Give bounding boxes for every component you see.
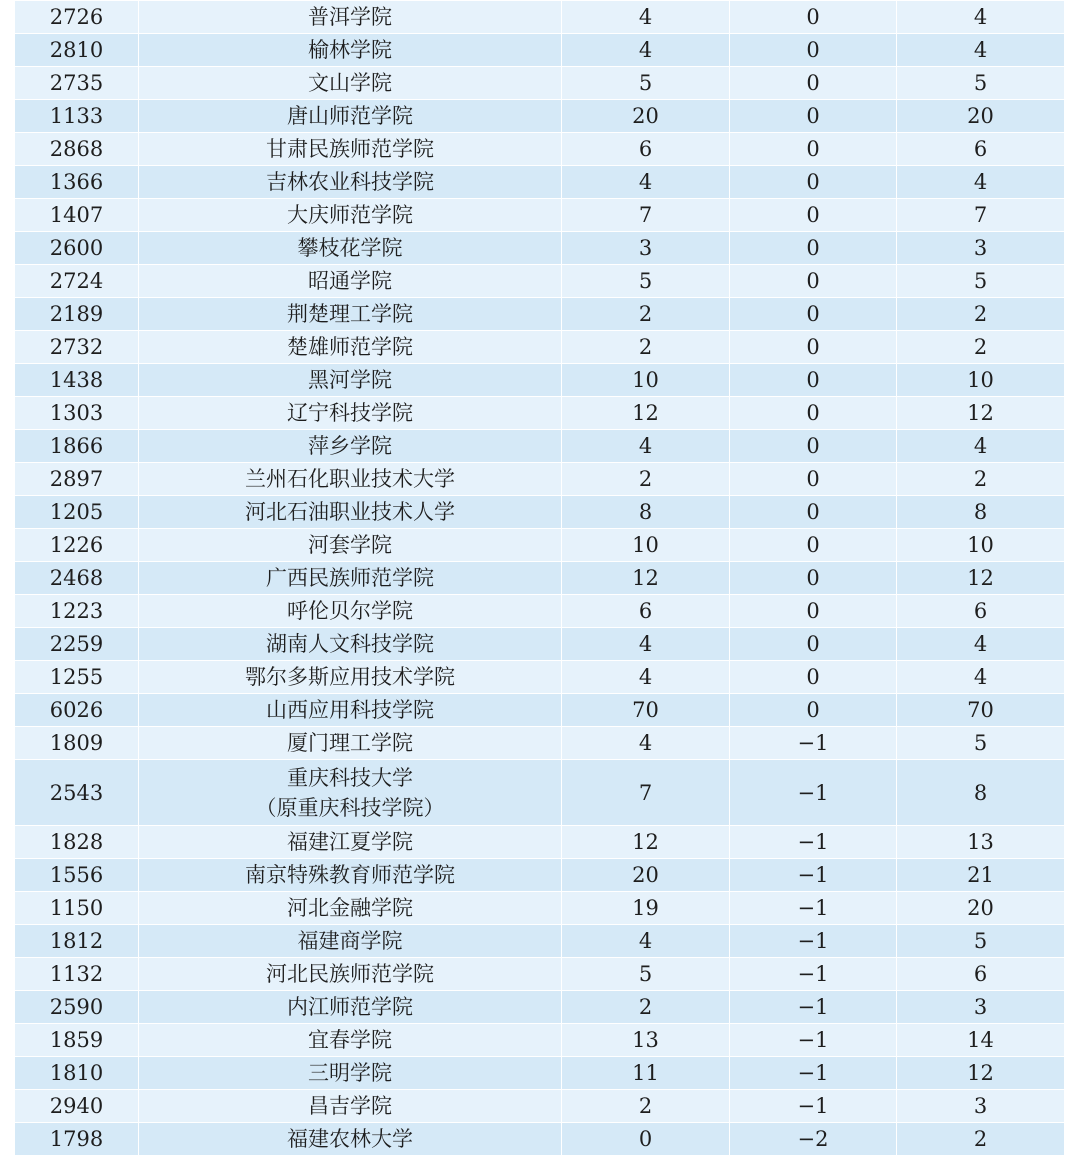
table-row [15,166,1065,199]
value-cell-col5: 8 [897,760,1065,826]
difference-cell: −1 [730,892,897,925]
table-row [15,727,1065,760]
value-cell-col5: 4 [897,34,1065,67]
table-row [15,331,1065,364]
school-name-cell: 普洱学院 [139,1,562,34]
school-code-cell: 2897 [15,463,139,496]
value-cell-col3: 7 [562,760,730,826]
value-cell-col3: 2 [562,331,730,364]
difference-cell: 0 [730,694,897,727]
school-name-cell: 萍乡学院 [139,430,562,463]
table-row [15,1024,1065,1057]
value-cell-col5: 21 [897,859,1065,892]
school-code-cell: 2735 [15,67,139,100]
value-cell-col5: 4 [897,661,1065,694]
school-name-cell: 南京特殊教育师范学院 [139,859,562,892]
value-cell-col3: 20 [562,859,730,892]
value-cell-col5: 7 [897,199,1065,232]
table-body [15,1,1065,1156]
school-name-cell: 厦门理工学院 [139,727,562,760]
school-code-cell: 1223 [15,595,139,628]
value-cell-col5: 5 [897,67,1065,100]
value-cell-col3: 4 [562,628,730,661]
table-row [15,133,1065,166]
value-cell-col5: 8 [897,496,1065,529]
school-name-cell: 鄂尔多斯应用技术学院 [139,661,562,694]
school-code-cell: 1255 [15,661,139,694]
value-cell-col3: 3 [562,232,730,265]
value-cell-col3: 13 [562,1024,730,1057]
school-name-cell: 楚雄师范学院 [139,331,562,364]
school-code-cell: 1438 [15,364,139,397]
difference-cell: 0 [730,364,897,397]
value-cell-col3: 2 [562,463,730,496]
value-cell-col5: 6 [897,958,1065,991]
value-cell-col5: 5 [897,265,1065,298]
value-cell-col3: 19 [562,892,730,925]
school-code-cell: 2810 [15,34,139,67]
difference-cell: 0 [730,661,897,694]
school-name-cell: 吉林农业科技学院 [139,166,562,199]
difference-cell: −1 [730,1057,897,1090]
school-code-cell: 2732 [15,331,139,364]
value-cell-col3: 4 [562,661,730,694]
difference-cell: 0 [730,628,897,661]
school-code-cell: 2189 [15,298,139,331]
value-cell-col5: 20 [897,100,1065,133]
value-cell-col3: 4 [562,925,730,958]
difference-cell: −1 [730,925,897,958]
difference-cell: −1 [730,1024,897,1057]
enrollment-table [14,0,1065,1156]
table-row [15,760,1065,826]
difference-cell: −1 [730,1090,897,1123]
difference-cell: −1 [730,727,897,760]
value-cell-col3: 4 [562,727,730,760]
school-code-cell: 1810 [15,1057,139,1090]
difference-cell: 0 [730,133,897,166]
table-row [15,628,1065,661]
value-cell-col5: 10 [897,529,1065,562]
difference-cell: 0 [730,529,897,562]
school-name-cell: 昭通学院 [139,265,562,298]
difference-cell: 0 [730,397,897,430]
value-cell-col5: 4 [897,430,1065,463]
difference-cell: 0 [730,331,897,364]
value-cell-col5: 3 [897,232,1065,265]
value-cell-col3: 6 [562,595,730,628]
table-row [15,925,1065,958]
value-cell-col3: 4 [562,166,730,199]
difference-cell: 0 [730,166,897,199]
school-name-cell: 兰州石化职业技术大学 [139,463,562,496]
value-cell-col3: 12 [562,826,730,859]
value-cell-col3: 20 [562,100,730,133]
table-row [15,892,1065,925]
school-code-cell: 1132 [15,958,139,991]
school-code-cell: 1150 [15,892,139,925]
school-name-cell: 荆楚理工学院 [139,298,562,331]
difference-cell: −1 [730,958,897,991]
value-cell-col3: 6 [562,133,730,166]
school-name-cell: 文山学院 [139,67,562,100]
difference-cell: 0 [730,430,897,463]
value-cell-col5: 3 [897,991,1065,1024]
value-cell-col3: 11 [562,1057,730,1090]
table-row [15,430,1065,463]
school-code-cell: 1866 [15,430,139,463]
value-cell-col3: 4 [562,430,730,463]
school-name-cell: 山西应用科技学院 [139,694,562,727]
school-name-cell: 辽宁科技学院 [139,397,562,430]
school-name-cell: 河北石油职业技术人学 [139,496,562,529]
difference-cell: 0 [730,1,897,34]
school-code-cell: 2868 [15,133,139,166]
school-code-cell: 1133 [15,100,139,133]
difference-cell: −1 [730,826,897,859]
table-row [15,991,1065,1024]
school-name-cell: 甘肃民族师范学院 [139,133,562,166]
value-cell-col5: 5 [897,727,1065,760]
table-row [15,397,1065,430]
value-cell-col3: 10 [562,364,730,397]
school-name-cell [139,760,562,826]
difference-cell: 0 [730,199,897,232]
school-code-cell: 2724 [15,265,139,298]
value-cell-col5: 4 [897,628,1065,661]
school-code-cell: 2468 [15,562,139,595]
value-cell-col3: 12 [562,562,730,595]
value-cell-col5: 4 [897,166,1065,199]
school-name-cell: 内江师范学院 [139,991,562,1024]
table-row [15,67,1065,100]
school-code-cell: 2590 [15,991,139,1024]
school-code-cell: 6026 [15,694,139,727]
value-cell-col5: 12 [897,397,1065,430]
school-name-cell: 黑河学院 [139,364,562,397]
table-row [15,1057,1065,1090]
value-cell-col5: 12 [897,1057,1065,1090]
value-cell-col3: 8 [562,496,730,529]
school-name-cell: 大庆师范学院 [139,199,562,232]
value-cell-col3: 4 [562,34,730,67]
table-row [15,1,1065,34]
value-cell-col5: 2 [897,298,1065,331]
value-cell-col3: 12 [562,397,730,430]
school-code-cell: 1812 [15,925,139,958]
difference-cell: 0 [730,496,897,529]
school-code-cell: 2543 [15,760,139,826]
value-cell-col3: 7 [562,199,730,232]
difference-cell: 0 [730,595,897,628]
difference-cell: 0 [730,562,897,595]
difference-cell: 0 [730,463,897,496]
value-cell-col3: 70 [562,694,730,727]
table-row [15,232,1065,265]
difference-cell: 0 [730,67,897,100]
value-cell-col5: 14 [897,1024,1065,1057]
difference-cell: 0 [730,298,897,331]
value-cell-col3: 4 [562,1,730,34]
value-cell-col5: 20 [897,892,1065,925]
value-cell-col3: 5 [562,958,730,991]
difference-cell: −1 [730,760,897,826]
school-code-cell: 1798 [15,1123,139,1156]
school-name-cell: 福建农林大学 [139,1123,562,1156]
school-name-cell: 呼伦贝尔学院 [139,595,562,628]
school-code-cell: 2259 [15,628,139,661]
value-cell-col5: 2 [897,463,1065,496]
school-code-cell: 2726 [15,1,139,34]
table-row [15,298,1065,331]
table-row [15,364,1065,397]
value-cell-col5: 6 [897,133,1065,166]
table-row [15,958,1065,991]
school-former-name-line: （原重庆科技学院） [255,795,445,820]
school-name-cell: 河北民族师范学院 [139,958,562,991]
school-code-cell: 1407 [15,199,139,232]
value-cell-col3: 2 [562,1090,730,1123]
table-row [15,595,1065,628]
value-cell-col3: 2 [562,298,730,331]
difference-cell: 0 [730,232,897,265]
school-code-cell: 1366 [15,166,139,199]
value-cell-col5: 2 [897,1123,1065,1156]
school-code-cell: 1226 [15,529,139,562]
value-cell-col3: 2 [562,991,730,1024]
table-row [15,496,1065,529]
difference-cell: 0 [730,100,897,133]
school-name-cell: 宜春学院 [139,1024,562,1057]
school-code-cell: 1205 [15,496,139,529]
school-code-cell: 1809 [15,727,139,760]
school-name-cell: 广西民族师范学院 [139,562,562,595]
school-code-cell: 1303 [15,397,139,430]
table-row [15,265,1065,298]
school-code-cell: 1859 [15,1024,139,1057]
school-name-cell: 福建江夏学院 [139,826,562,859]
table-row [15,661,1065,694]
school-name-cell: 湖南人文科技学院 [139,628,562,661]
value-cell-col3: 5 [562,265,730,298]
table-row [15,694,1065,727]
table-row [15,1090,1065,1123]
difference-cell: −2 [730,1123,897,1156]
value-cell-col5: 4 [897,1,1065,34]
difference-cell: 0 [730,34,897,67]
school-name-cell: 唐山师范学院 [139,100,562,133]
table-row [15,826,1065,859]
school-name-cell: 福建商学院 [139,925,562,958]
difference-cell: 0 [730,265,897,298]
school-code-cell: 2940 [15,1090,139,1123]
school-name-cell: 河北金融学院 [139,892,562,925]
value-cell-col5: 10 [897,364,1065,397]
table-row [15,529,1065,562]
value-cell-col5: 6 [897,595,1065,628]
school-name-cell: 三明学院 [139,1057,562,1090]
school-code-cell: 1556 [15,859,139,892]
school-name-cell: 河套学院 [139,529,562,562]
school-code-cell: 1828 [15,826,139,859]
value-cell-col5: 13 [897,826,1065,859]
table-row [15,562,1065,595]
school-name-cell: 榆林学院 [139,34,562,67]
value-cell-col3: 0 [562,1123,730,1156]
value-cell-col5: 70 [897,694,1065,727]
table-row [15,34,1065,67]
difference-cell: −1 [730,991,897,1024]
value-cell-col5: 2 [897,331,1065,364]
value-cell-col3: 10 [562,529,730,562]
value-cell-col5: 3 [897,1090,1065,1123]
value-cell-col5: 12 [897,562,1065,595]
table-row [15,199,1065,232]
table-row [15,463,1065,496]
difference-cell: −1 [730,859,897,892]
school-name-line: 重庆科技大学 [287,765,413,790]
school-name-cell: 昌吉学院 [139,1090,562,1123]
table-row [15,100,1065,133]
school-code-cell: 2600 [15,232,139,265]
school-name-cell: 攀枝花学院 [139,232,562,265]
value-cell-col5: 5 [897,925,1065,958]
table-row [15,1123,1065,1156]
value-cell-col3: 5 [562,67,730,100]
table-row [15,859,1065,892]
